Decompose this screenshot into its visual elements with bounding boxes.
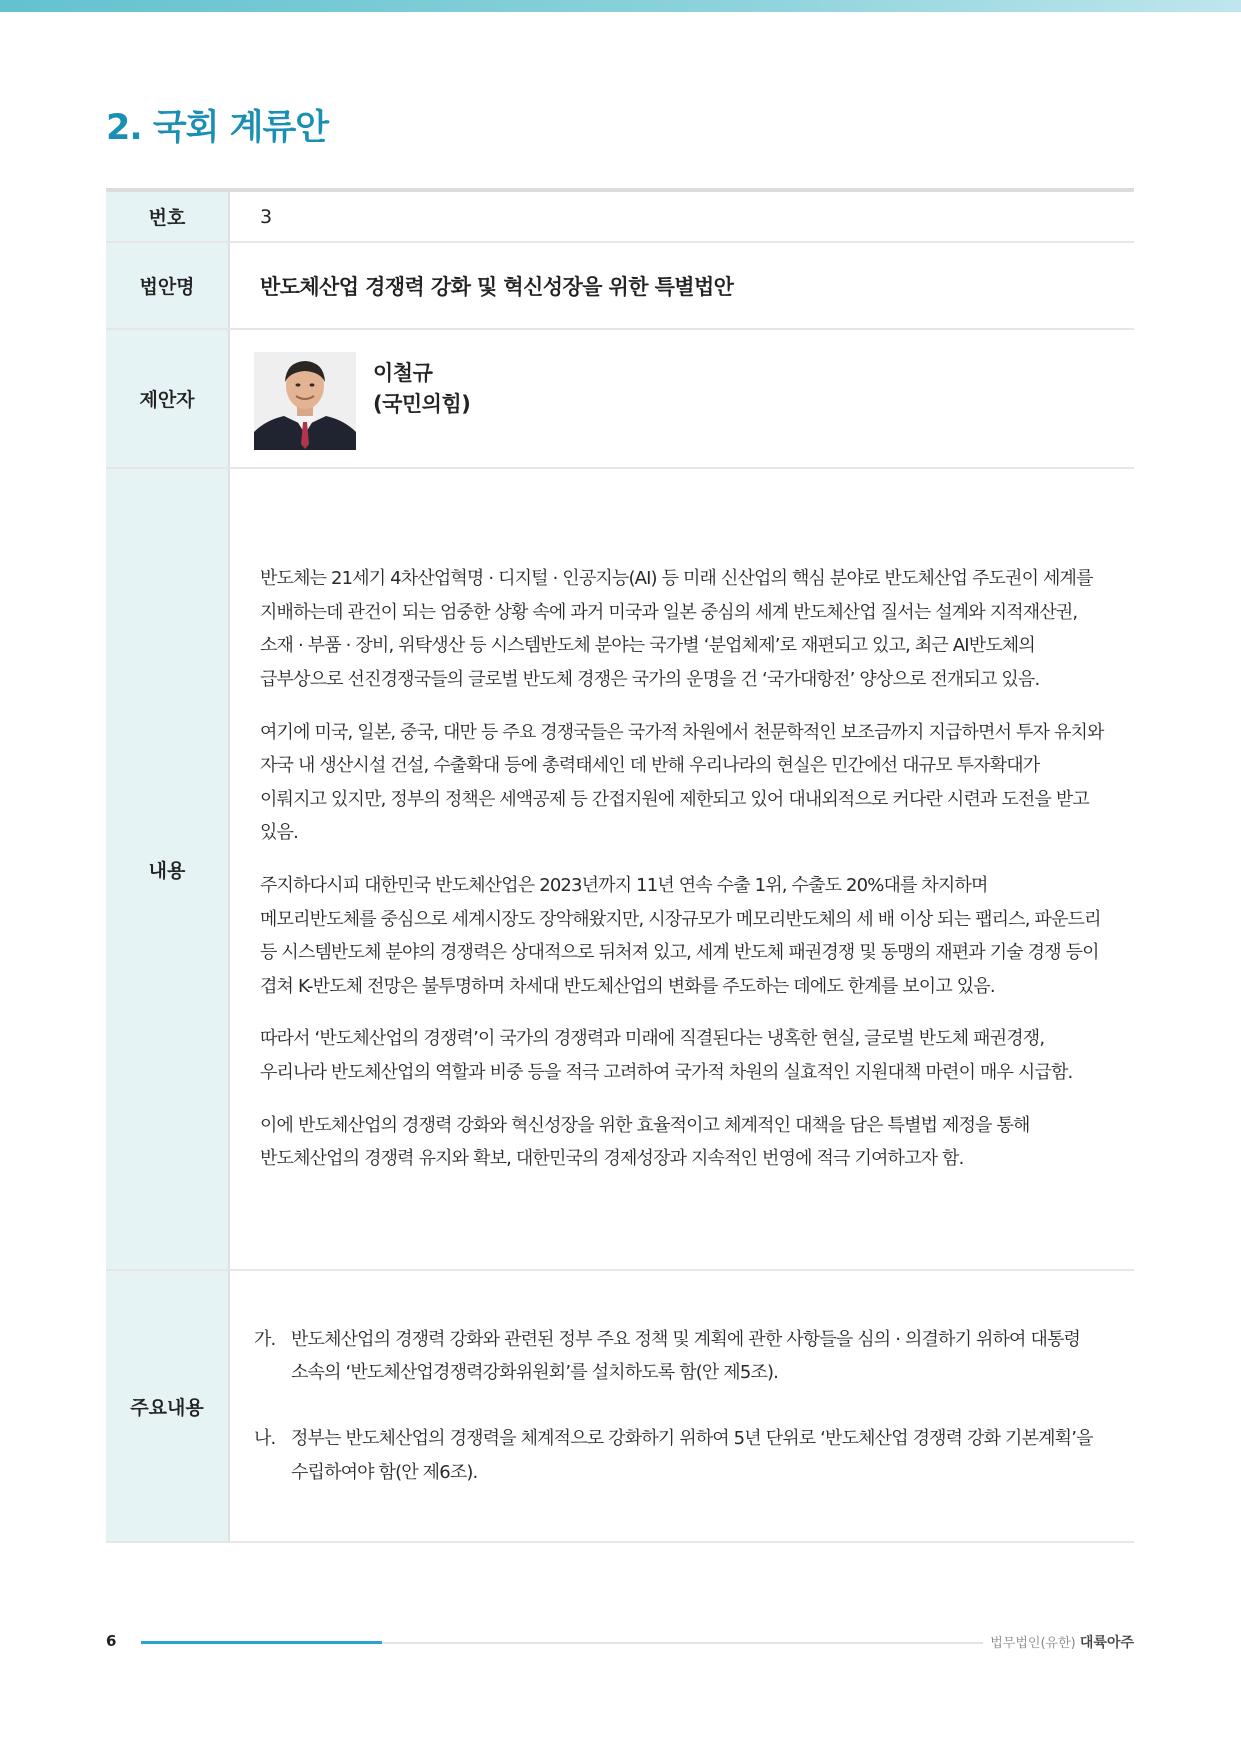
main-item-text: 반도체산업의 경쟁력 강화와 관련된 정부 주요 정책 및 계획에 관한 사항들을 심의 · 의결하기 위하여 대통령 소속의 ‘반도체산업경쟁력강화위원회’를 설치하도록 함(안 제5조). [291, 1328, 1081, 1384]
content-paragraph: 주지하다시피 대한민국 반도체산업은 2023년까지 11년 연속 수출 1위, 수출도 20%대를 차지하며 메모리반도체를 중심으로 세계시장도 장악해왔지만, 시장규모가 메모리반도체의 세 배 이상 되는 팹리스, 파운드리 등 시스템반도체 분야의 경쟁력은 상대적으로 뒤처져 있고, 세계 반도체 패권경쟁 및 동맹의 재편과 기술 경쟁 등이 겹쳐 K-반도체 전망은 불투명하며 차세대 반도체산업의 변화를 주도하는 데에도 한계를 보이고 있음. [260, 875, 1101, 997]
content-paragraph: 따라서 ‘반도체산업의 경쟁력’이 국가의 경쟁력과 미래에 직결된다는 냉혹한 현실, 글로벌 반도체 패권경쟁, 우리나라 반도체산업의 역할과 비중 등을 적극 고려하여 국가적 차원의 실효적인 지원대책 마련이 매우 시급함. [260, 1028, 1073, 1083]
content-paragraph: 반도체는 21세기 4차산업혁명 · 디지털 · 인공지능(AI) 등 미래 신산업의 핵심 분야로 반도체산업 주도권이 세계를 지배하는데 관건이 되는 엄중한 상황 속에 과거 미국과 일본 중심의 세계 반도체산업 질서는 설계와 지적재산권, 소재 · 부품 · 장비, 위탁생산 등 시스템반도체 분야는 국가별 ‘분업체제’로 재편되고 있고, 최근 AI반도체의 급부상으로 선진경쟁국들의 글로벌 반도체 경쟁은 국가의 운명을 건 ‘국가대항전’ 양상으로 전개되고 있음. [260, 568, 1093, 691]
page-number: 6 [106, 1632, 117, 1650]
main-item-marker: 나. [254, 1428, 276, 1449]
main-item-marker: 가. [254, 1328, 276, 1350]
proposer-portrait-image [254, 352, 356, 450]
label-bill-name: 법안명 [106, 242, 229, 329]
footer-divider-accent [141, 1641, 382, 1644]
content-paragraph: 이에 반도체산업의 경쟁력 강화와 혁신성장을 위한 효율적이고 체계적인 대책을 담은 특별법 제정을 통해 반도체산업의 경쟁력 유지와 확보, 대한민국의 경제성장과 지속적인 번영에 적극 기여하고자 함. [260, 1114, 1030, 1170]
footer-firm [990, 1632, 1134, 1652]
value-content-cell [229, 468, 1134, 1270]
main-content-item [254, 1323, 1106, 1390]
bill-name: 반도체산업 경쟁력 강화 및 혁신성장을 위한 특별법안 [260, 274, 734, 299]
proposer-photo [254, 352, 356, 450]
proposer-party: (국민의힘) [373, 391, 471, 416]
main-item-text: 정부는 반도체산업의 경쟁력을 체계적으로 강화하기 위하여 5년 단위로 ‘반도체산업 경쟁력 강화 기본계획’을 수립하여야 함(안 제6조). [291, 1428, 1093, 1483]
table-row-proposer [106, 329, 1134, 468]
label-content: 내용 [106, 468, 229, 1270]
section-title: 2. 국회 계류안 [106, 108, 329, 148]
proposer-name: 이철규 [373, 360, 433, 385]
table-row-content [106, 468, 1134, 1270]
label-main-content: 주요내용 [106, 1270, 229, 1542]
firm-prefix: 법무법인(유한) [990, 1636, 1076, 1651]
table-row-number [106, 190, 1134, 242]
value-proposer-cell [229, 329, 1134, 468]
value-main-content-cell [229, 1270, 1134, 1542]
bill-info-table [106, 188, 1134, 1543]
label-number: 번호 [106, 190, 229, 242]
proposer-info [373, 358, 470, 420]
value-number: 3 [229, 190, 1134, 242]
main-content-item [254, 1422, 1106, 1489]
content-paragraph: 여기에 미국, 일본, 중국, 대만 등 주요 경쟁국들은 국가적 차원에서 천문학적인 보조금까지 지급하면서 투자 유치와 자국 내 생산시설 건설, 수출확대 등에 총력태세인 데 반해 우리나라의 현실은 민간에선 대규모 투자확대가 이뤄지고 있지만, 정부의 정책은 세액공제 등 간접지원에 제한되고 있어 대내외적으로 커다란 시련과 도전을 받고 있음. [260, 721, 1104, 844]
top-accent-bar [0, 0, 1241, 12]
label-proposer: 제안자 [106, 329, 229, 468]
proposer-block [260, 348, 1106, 450]
table-row-bill-name [106, 242, 1134, 329]
table-row-main-content [106, 1270, 1134, 1542]
firm-name: 대륙아주 [1079, 1635, 1134, 1651]
value-bill-name-cell [229, 242, 1134, 329]
